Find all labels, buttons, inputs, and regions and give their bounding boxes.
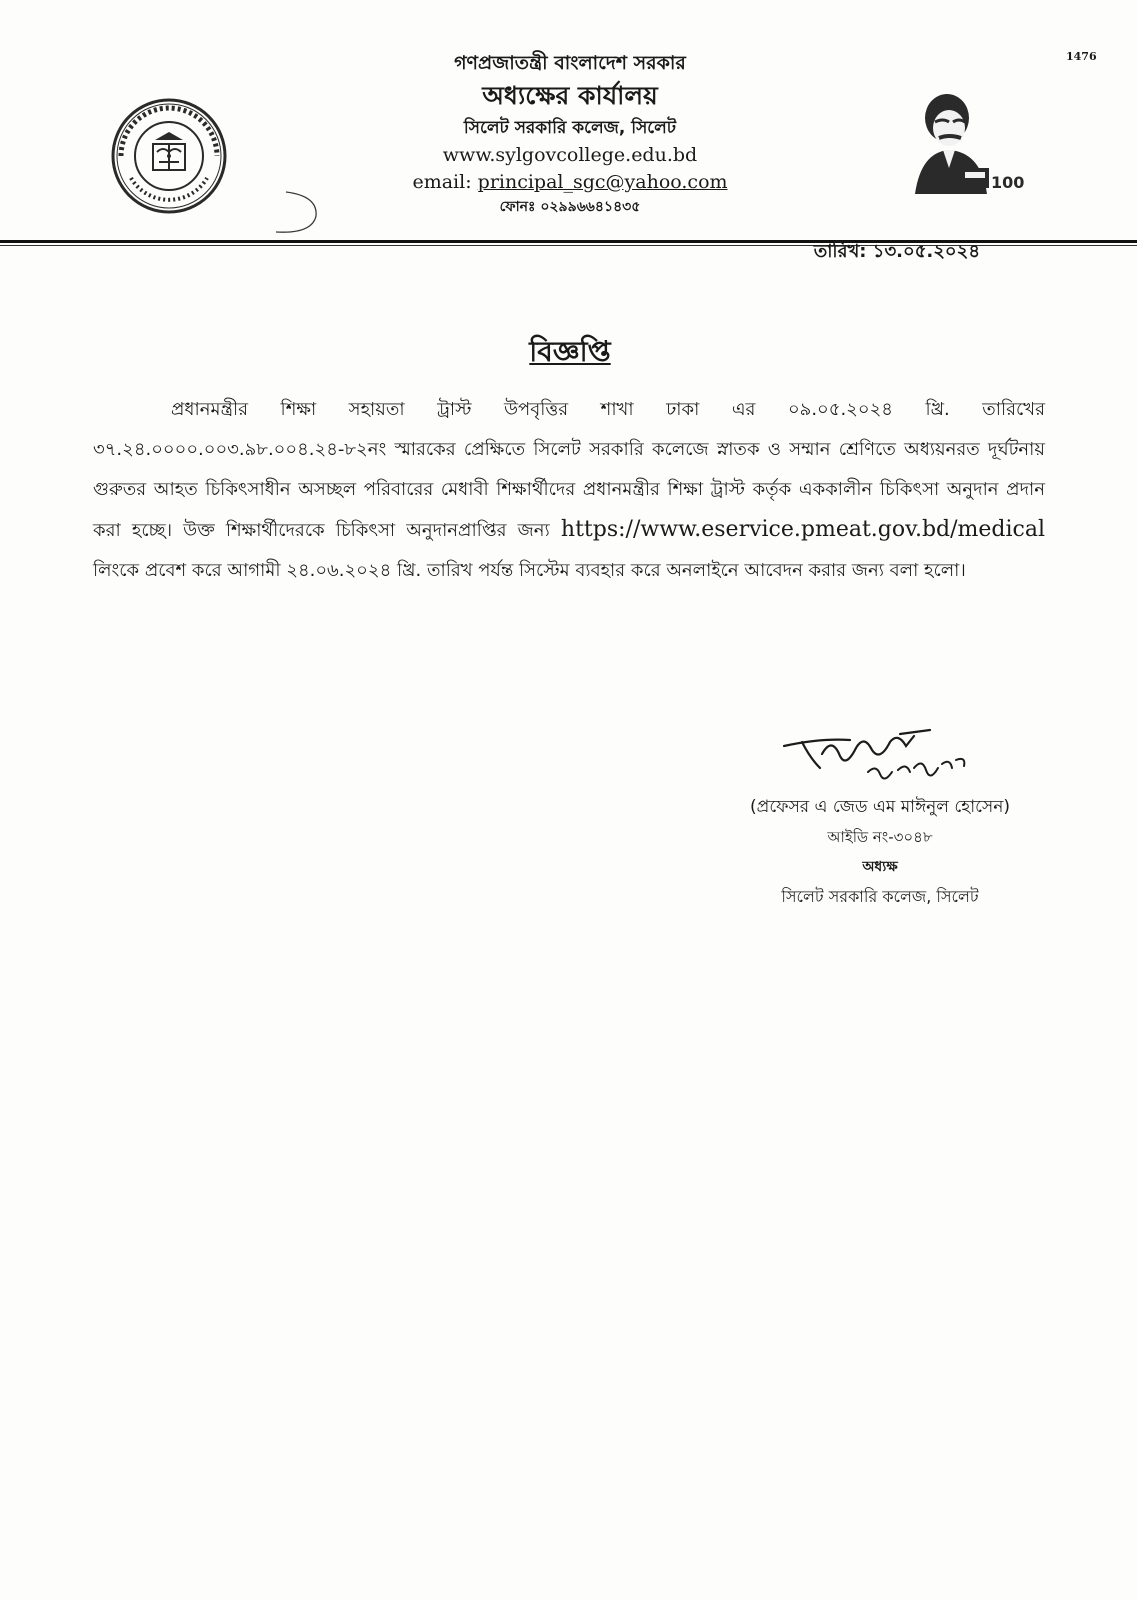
signatory-designation: অধ্যক্ষ — [862, 859, 898, 875]
notice-body-part-1: প্রধানমন্ত্রীর শিক্ষা সহায়তা ট্রাস্ট উপবৃত্তির শাখা ঢাকা এর ০৯.০৫.২০২৪ খ্রি. তারিখের ৩৭.২৪.০০০০.০০৩.৯৮.০০৪.২৪-৮২নং স্মারকের প্রেক্ষিতে সিলেট সরকারি কলেজে স্নাতক ও সম্মান শ্রেণিতে অধ্যয়নরত দূর্ঘটনায় গুরুতর আহত চিকিৎসাধীন অসচ্ছল পরিবারের মেধাবী শিক্ষার্থীদের প্রধানমন্ত্রীর শিক্ষা ট্রাস্ট কর্তৃক এককালীন চিকিৎসা অনুদান প্রদান করা হচ্ছে। উক্ত শিক্ষার্থীদেরকে চিকিৎসা অনুদানপ্রাপ্তির জন্য — [93, 399, 1045, 541]
notice-body — [93, 390, 1045, 591]
pen-mark — [272, 188, 324, 238]
email-line — [350, 169, 790, 196]
signatory-id: আইডি নং-৩০৪৮ — [827, 828, 933, 846]
portrait-emblem-icon — [895, 88, 1025, 198]
college-name: সিলেট সরকারি কলেজ, সিলেট — [463, 118, 677, 138]
notice-date: তারিখ: ১৩.০৫.২০২৪ — [813, 241, 980, 262]
signatory-organization: সিলেট সরকারি কলেজ, সিলেট — [781, 887, 979, 906]
svg-text:100: 100 — [991, 173, 1025, 192]
email-label: email: — [412, 171, 472, 193]
notice-title: বিজ্ঞপ্তি — [529, 335, 611, 368]
letterhead — [350, 48, 790, 218]
website: www.sylgovcollege.edu.bd — [442, 144, 698, 166]
handwritten-signature — [780, 728, 980, 788]
notice-body-part-2: লিংকে প্রবেশ করে আগামী ২৪.০৬.২০২৪ খ্রি. তারিখ পর্যন্ত সিস্টেম ব্যবহার করে অনলাইনে আবেদন করার জন্য বলা হলো। — [93, 560, 966, 581]
government-name: গণপ্রজাতন্ত্রী বাংলাদেশ সরকার — [454, 52, 686, 74]
phone-number: ফোনঃ ০২৯৯৬৬৪১৪৩৫ — [499, 199, 641, 215]
document-number: 1476 — [1066, 50, 1097, 63]
signatory-block — [720, 792, 1040, 912]
email-address: principal_sgc@yahoo.com — [477, 171, 728, 193]
signatory-name: (প্রফেসর এ জেড এম মাঈনুল হোসেন) — [750, 797, 1010, 817]
college-seal-icon — [109, 96, 229, 216]
office-name: অধ্যক্ষের কার্যালয় — [482, 81, 658, 110]
application-url: https://www.eservice.pmeat.gov.bd/medical — [560, 517, 1045, 542]
